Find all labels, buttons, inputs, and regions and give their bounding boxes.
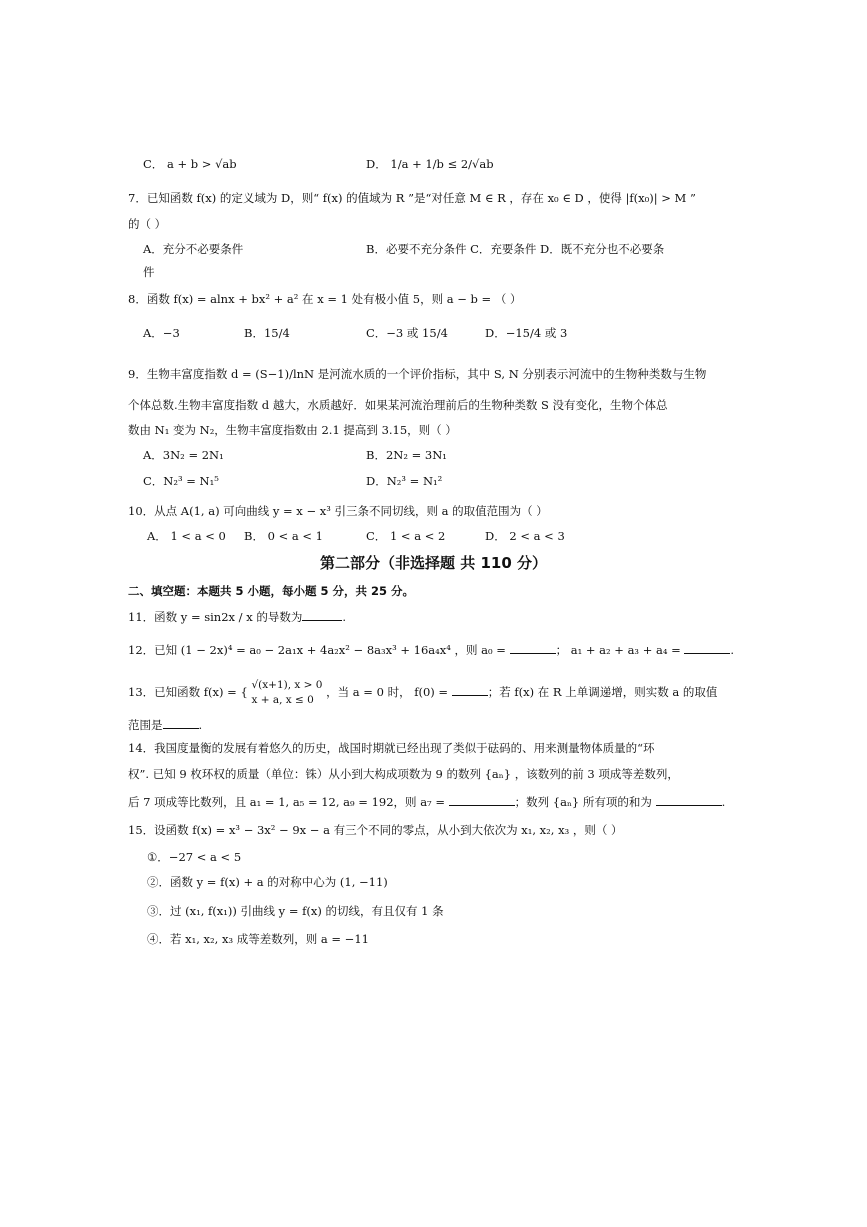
q12 <box>128 641 734 658</box>
q9-option-b: B．2N₂ = 3N₁ <box>366 448 447 462</box>
q9-option-a: A．3N₂ = 2N₁ <box>143 448 224 462</box>
q13-piecewise <box>251 678 322 708</box>
q13-line1 <box>128 678 717 708</box>
q11-answer-blank[interactable] <box>302 608 342 621</box>
q14-line3 <box>128 793 725 810</box>
q7-option-a: A．充分不必要条件 <box>143 242 244 256</box>
q6-option-c: C． a + b > √ab <box>143 157 237 171</box>
q14-line2: 权”. 已知 9 枚环权的质量（单位：铢）从小到大构成项数为 9 的数列 {aₙ} ，该数列的前 3 项成等差数列， <box>128 767 679 781</box>
q12-answer-blank-1[interactable] <box>510 641 556 654</box>
q12-mid: ； a₁ + a₂ + a₃ + a₄ = <box>555 643 681 657</box>
q13-end: . <box>198 718 203 732</box>
q6-option-d: D． 1/a + 1/b ≤ 2/√ab <box>366 157 494 171</box>
q12-text: 12．已知 (1 − 2x)⁴ = a₀ − 2a₁x + 4a₂x² − 8a₃x³ + 16a₄x⁴ ，则 a₀ = <box>128 643 506 657</box>
q14-answer-blank-2[interactable] <box>656 793 722 806</box>
q9-stem-line3: 数由 N₁ 变为 N₂，生物丰富度指数由 2.1 提高到 3.15，则（ ） <box>128 423 457 437</box>
part2-heading: 第二部分（非选择题 共 110 分） <box>320 554 547 572</box>
q12-answer-blank-2[interactable] <box>684 641 730 654</box>
q7-wrap: 件 <box>143 265 155 279</box>
q10-option-d: D． 2 < a < 3 <box>485 529 565 543</box>
q10-option-b: B． 0 < a < 1 <box>244 529 323 543</box>
q9-option-c: C．N₂³ = N₁⁵ <box>143 474 219 488</box>
q10-option-c: C． 1 < a < 2 <box>366 529 446 543</box>
q7-stem-line1: 7．已知函数 f(x) 的定义域为 D，则“ f(x) 的值域为 R ”是“对任意 M ∈ R ，存在 x₀ ∈ D ，使得 |f(x₀)| > M ” <box>128 191 696 205</box>
q7-stem-line2: 的（ ） <box>128 217 167 231</box>
q14-line3b: ；数列 {aₙ} 所有项的和为 <box>514 795 652 809</box>
q14-line1: 14．我国度量衡的发展有着悠久的历史，战国时期就已经出现了类似于砝码的、用来测量物体质量的“环 <box>128 741 655 755</box>
q11-text: 11．函数 y = sin2x / x 的导数为 <box>128 610 303 624</box>
q14-end: . <box>721 795 726 809</box>
q15-statement-2: ②．函数 y = f(x) + a 的对称中心为 (1, −11) <box>147 875 388 889</box>
q13-line2 <box>128 716 202 733</box>
q15-statement-3: ③．过 (x₁, f(x₁)) 引曲线 y = f(x) 的切线，有且仅有 1 条 <box>147 904 444 918</box>
q13-post1: ，当 a = 0 时， f(0) = <box>326 685 449 699</box>
q13-post2: ；若 f(x) 在 R 上单调递增，则实数 a 的取值 <box>487 685 718 699</box>
q8-stem: 8．函数 f(x) = alnx + bx² + a² 在 x = 1 处有极小值 5，则 a − b = （ ） <box>128 292 522 306</box>
q13-pre: 13．已知函数 f(x) = { <box>128 685 248 699</box>
section2-title: 二、填空题：本题共 5 小题，每小题 5 分，共 25 分。 <box>128 584 415 598</box>
q13-case2: x + a, x ≤ 0 <box>251 694 314 706</box>
q12-end: . <box>730 643 735 657</box>
q10-stem: 10．从点 A(1, a) 可向曲线 y = x − x³ 引三条不同切线，则 a 的取值范围为（ ） <box>128 504 548 518</box>
q11-end: . <box>342 610 347 624</box>
q15-stem: 15．设函数 f(x) = x³ − 3x² − 9x − a 有三个不同的零点，从小到大依次为 x₁, x₂, x₃ ，则（ ） <box>128 823 623 837</box>
q15-statement-4: ④．若 x₁, x₂, x₃ 成等差数列，则 a = −11 <box>147 932 369 946</box>
q13-line2-text: 范围是 <box>128 718 163 732</box>
q10-option-a: A． 1 < a < 0 <box>147 529 226 543</box>
q13-case1: √(x+1), x > 0 <box>251 679 323 691</box>
q14-line3a: 后 7 项成等比数列，且 a₁ = 1, a₅ = 12, a₉ = 192，则 a₇ = <box>128 795 445 809</box>
q11 <box>128 608 346 625</box>
q13-answer-blank-2[interactable] <box>163 716 199 729</box>
q15-statement-1: ①．−27 < a < 5 <box>147 850 242 864</box>
q8-option-b: B．15/4 <box>244 326 290 340</box>
q9-stem-line2: 个体总数.生物丰富度指数 d 越大，水质越好．如果某河流治理前后的生物种类数 S 没有变化，生物个体总 <box>128 398 668 412</box>
q8-option-a: A．−3 <box>143 326 180 340</box>
q7-options-bcd: B．必要不充分条件 C．充要条件 D．既不充分也不必要条 <box>366 242 665 256</box>
q8-option-d: D．−15/4 或 3 <box>485 326 568 340</box>
q13-answer-blank-1[interactable] <box>452 683 488 696</box>
q8-option-c: C．−3 或 15/4 <box>366 326 448 340</box>
q9-option-d: D．N₂³ = N₁² <box>366 474 443 488</box>
q9-stem-line1: 9．生物丰富度指数 d = (S−1)/lnN 是河流水质的一个评价指标，其中 S, N 分别表示河流中的生物种类数与生物 <box>128 367 707 381</box>
q14-answer-blank-1[interactable] <box>449 793 515 806</box>
